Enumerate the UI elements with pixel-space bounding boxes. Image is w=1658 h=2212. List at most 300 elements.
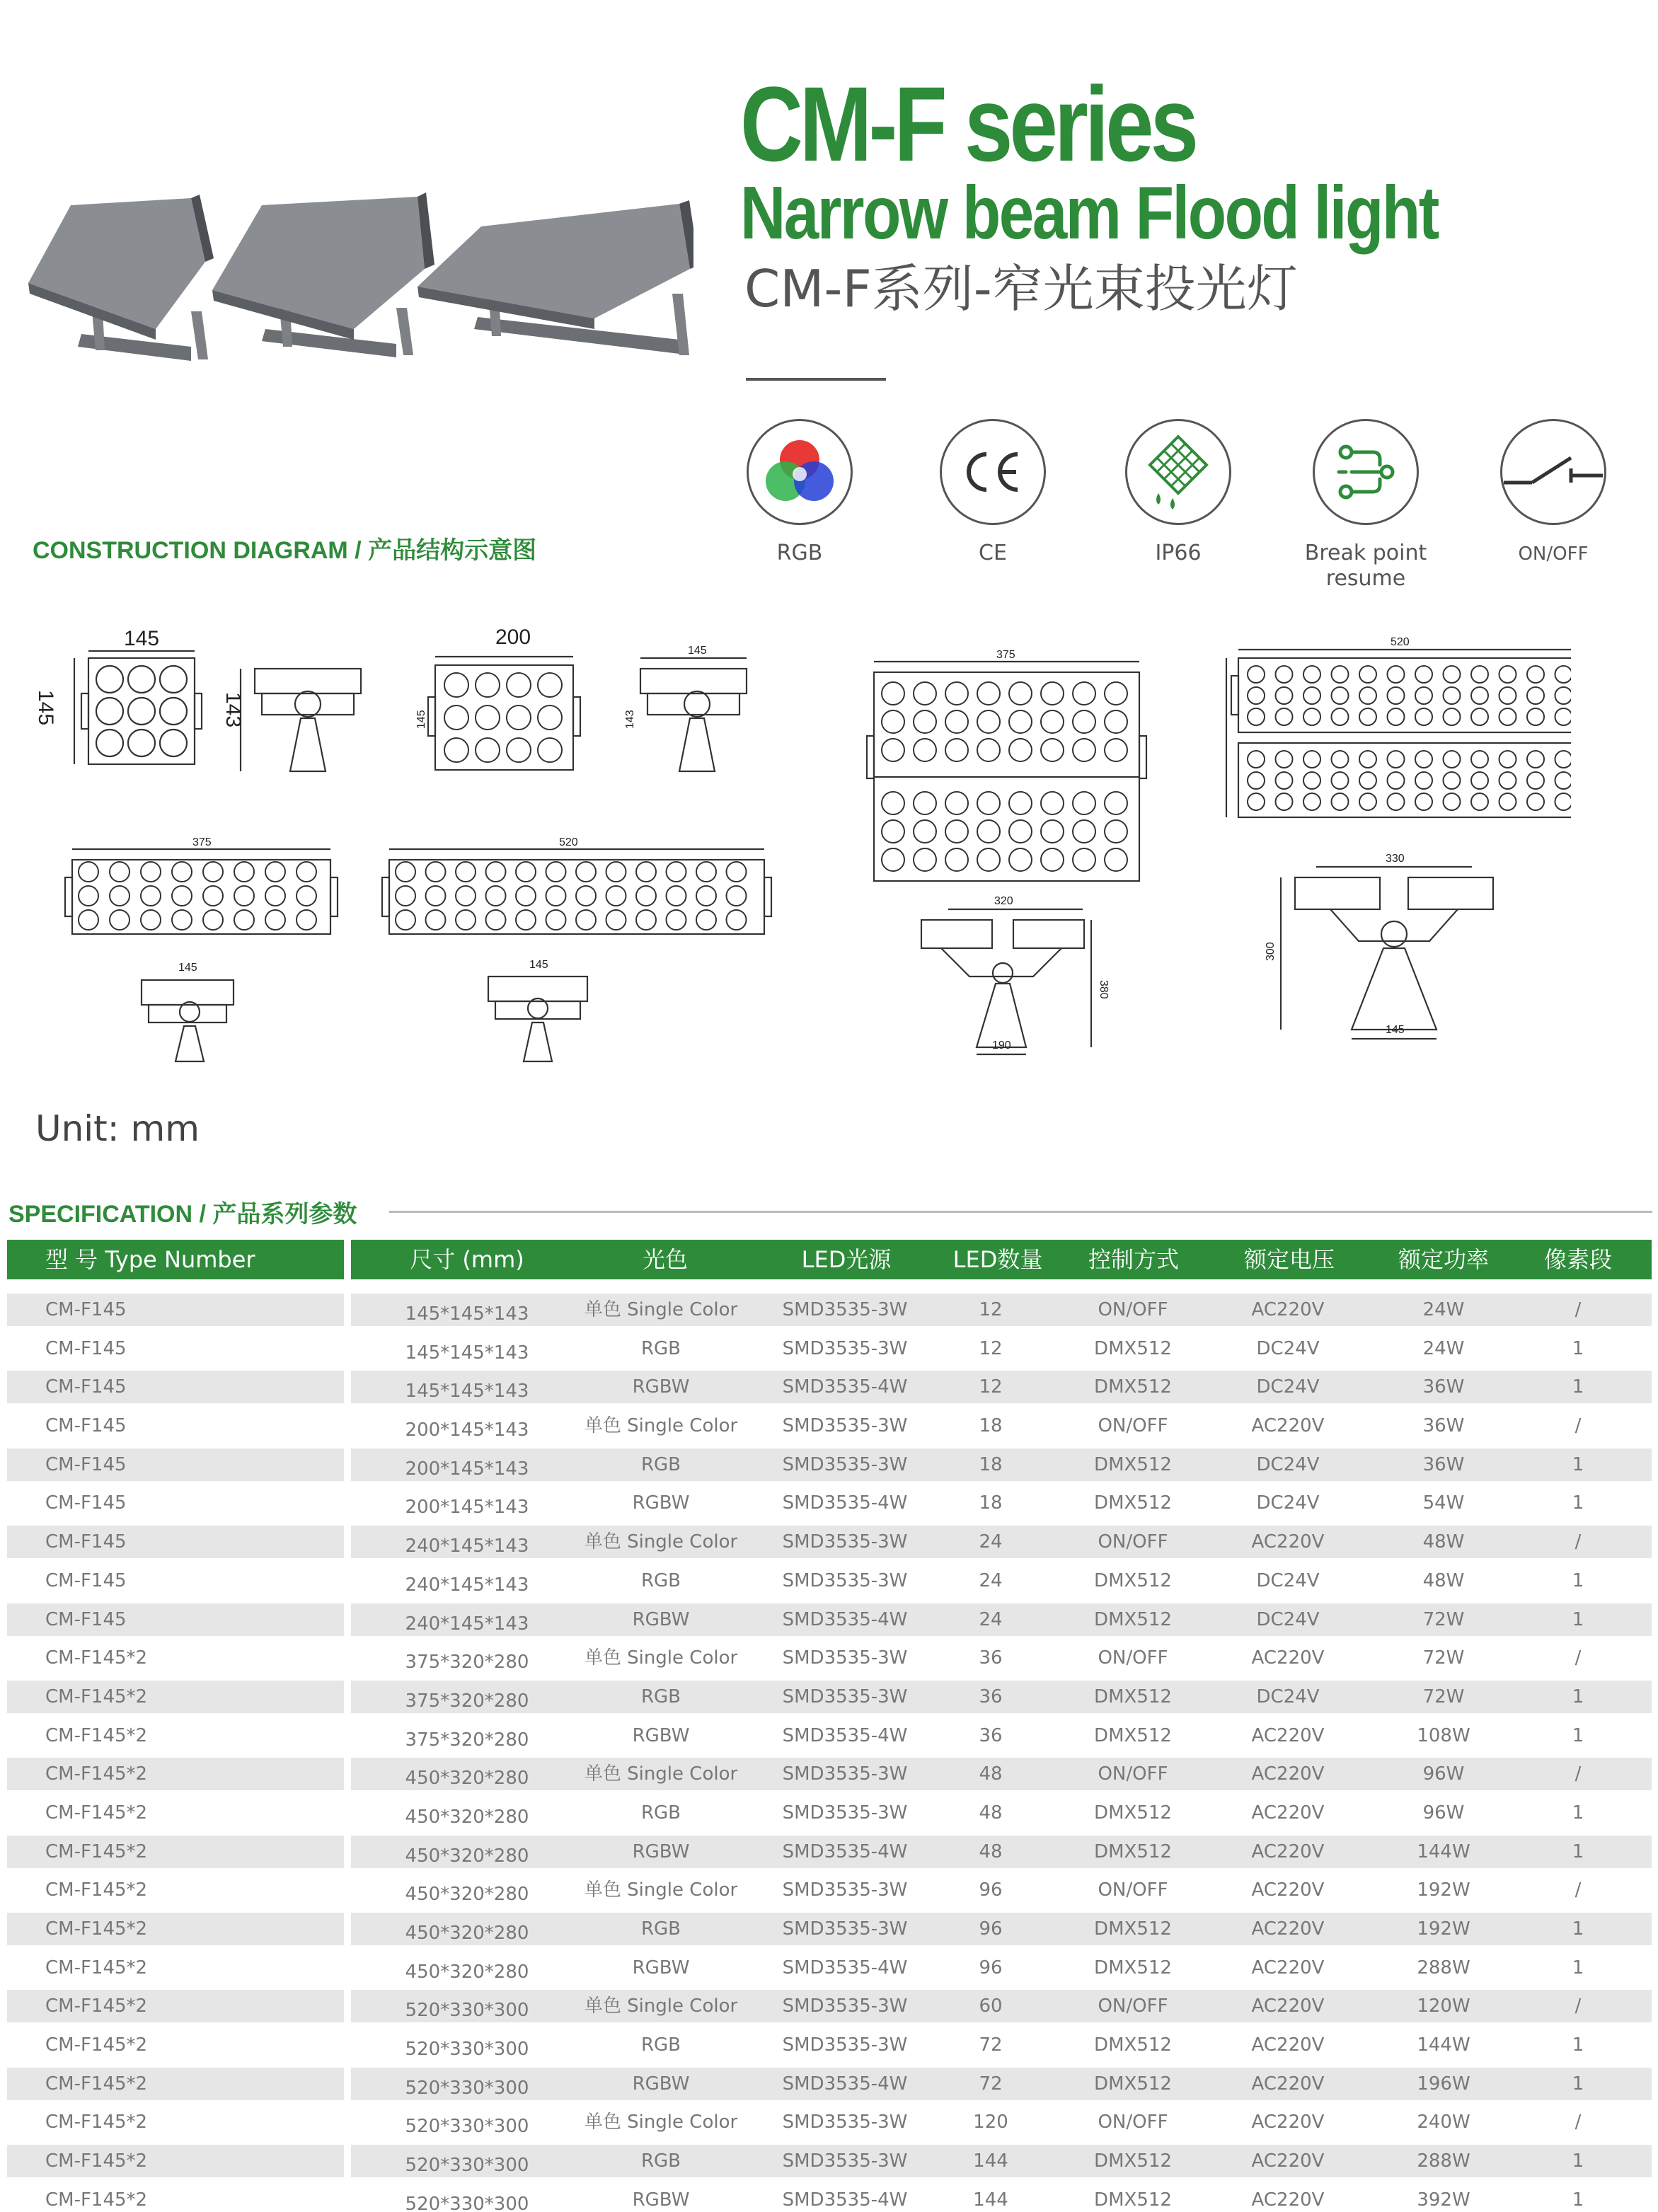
lens [727,886,747,906]
cell-size: 520*330*300 [405,2193,529,2212]
circuit-icon [1313,419,1419,525]
cell-control: ON/OFF [1098,1995,1168,2017]
cell-power: 72W [1422,1647,1465,1669]
lens [576,886,596,906]
cell-pixel: / [1574,1299,1582,1320]
lens [1041,739,1064,761]
lens [234,886,254,906]
cell-color: 单色 Single Color [584,1763,738,1785]
lens [1415,793,1432,810]
lens [1009,792,1032,814]
cell-type: CM-F145*2 [45,1957,148,1978]
lens [606,862,626,882]
table-row [0,1794,1658,1833]
lens [1471,751,1488,768]
lens [1444,772,1461,789]
dim-145-left: 145 [34,690,57,726]
lens [79,910,98,930]
table-row [0,1523,1658,1562]
flood-light-small [28,195,214,361]
cell-size: 520*330*300 [405,2039,529,2061]
cell-voltage: AC220V [1251,1299,1325,1320]
lens [1444,666,1461,683]
lens [141,862,161,882]
lens [1388,687,1405,704]
cell-type: CM-F145 [45,1569,127,1591]
lens [456,910,476,930]
cell-voltage: AC220V [1251,1841,1325,1862]
cell-led-source: SMD3535-3W [782,1918,908,1940]
lens [476,673,500,697]
lens [486,886,506,906]
lens [1303,751,1320,768]
cell-color: RGB [640,1569,681,1591]
lens [1276,751,1293,768]
col-voltage: 额定电压 [1243,1246,1335,1273]
lens [538,738,562,762]
lens [1248,666,1265,683]
cell-voltage: AC220V [1251,2189,1325,2211]
lens [1359,751,1376,768]
cell-power: 120W [1417,1995,1470,2017]
cell-led-count: 36 [979,1724,1003,1746]
lens [636,886,656,906]
cell-led-source: SMD3535-3W [782,1299,908,1320]
cell-led-source: SMD3535-3W [782,2150,908,2172]
cell-size: 450*320*280 [405,1961,529,1983]
lens [444,705,468,730]
lens [234,910,254,930]
unit-label: Unit: mm [35,1108,200,1149]
lens [1388,666,1405,683]
cell-led-source: SMD3535-4W [782,1957,908,1978]
lens [1073,820,1095,843]
lens [882,682,904,705]
cell-led-count: 12 [979,1337,1003,1359]
construction-heading: CONSTRUCTION DIAGRAM / 产品结构示意图 [33,537,537,564]
cell-type: CM-F145 [45,1453,127,1475]
lens [110,910,129,930]
dim-380: 380 [1098,980,1110,999]
cell-color: 单色 Single Color [584,1879,738,1901]
lens [172,886,192,906]
cell-control: ON/OFF [1098,1763,1168,1785]
spec-table [0,1240,1658,2212]
lens [234,862,254,882]
cell-size: 450*320*280 [405,1806,529,1828]
cell-size: 520*330*300 [405,2077,529,2099]
cell-power: 36W [1422,1453,1465,1475]
cell-led-count: 36 [979,1647,1003,1669]
cell-led-source: SMD3535-4W [782,1724,908,1746]
cell-type: CM-F145*2 [45,1647,148,1669]
cell-color: RGBW [632,1608,690,1630]
lens [546,886,566,906]
cell-power: 108W [1417,1724,1470,1746]
dim-145-side200: 145 [688,645,707,657]
cell-pixel: 1 [1572,1686,1584,1707]
table-row [0,2103,1658,2142]
lens [1332,666,1349,683]
lens [507,673,531,697]
cell-size: 240*145*143 [405,1613,529,1635]
cell-pixel: 1 [1572,1957,1584,1978]
lens [696,910,716,930]
cell-control: DMX512 [1094,1841,1172,1862]
cell-size: 240*145*143 [405,1536,529,1557]
cell-size: 145*145*143 [405,1303,529,1325]
dim-300: 300 [1265,942,1277,961]
lens [1415,772,1432,789]
lens [1527,751,1544,768]
cell-led-count: 120 [973,2112,1008,2133]
lens [977,682,1000,705]
spec-table-body [0,1291,1658,2212]
lens [667,886,686,906]
cell-color: 单色 Single Color [584,1531,738,1553]
cell-led-source: SMD3535-3W [782,2034,908,2056]
cell-pixel: 1 [1572,2189,1584,2211]
cell-color: RGB [640,2034,681,2056]
table-row [0,2026,1658,2065]
cell-voltage: AC220V [1251,1879,1325,1901]
lens [110,886,129,906]
cell-size: 145*145*143 [405,1381,529,1402]
lens [914,820,936,843]
lens [1359,793,1376,810]
lens [1105,820,1127,843]
lens [444,673,468,697]
cell-color: 单色 Single Color [584,2112,738,2133]
cell-led-source: SMD3535-3W [782,1415,908,1437]
cell-led-count: 24 [979,1531,1003,1553]
cell-led-source: SMD3535-4W [782,2073,908,2095]
specification-heading: SPECIFICATION / 产品系列参数 [8,1194,369,1229]
lens [1471,708,1488,725]
lens [636,862,656,882]
lens [1009,848,1032,871]
table-row [0,1562,1658,1601]
col-led-count: LED数量 [952,1246,1043,1273]
lens [977,848,1000,871]
lens [1332,708,1349,725]
lens [945,848,968,871]
ip66-droplet-icon [1125,419,1231,525]
lens [945,820,968,843]
cell-power: 196W [1417,2073,1470,2095]
lens [1248,687,1265,704]
dim-375: 375 [192,836,212,848]
cell-type: CM-F145*2 [45,1724,148,1746]
cell-control: ON/OFF [1098,1299,1168,1320]
lens [945,710,968,733]
lens [914,792,936,814]
lens [914,682,936,705]
lens [1415,708,1432,725]
cell-power: 288W [1417,2150,1470,2172]
lens [1009,710,1032,733]
cell-power: 48W [1422,1531,1465,1553]
cell-power: 36W [1422,1376,1465,1398]
title-divider [746,378,886,381]
table-row [0,2181,1658,2212]
lens [696,862,716,882]
lens [576,910,596,930]
cell-pixel: 1 [1572,1492,1584,1514]
col-led-source: LED光源 [801,1246,892,1273]
dim-520: 520 [559,836,578,848]
cell-pixel: 1 [1572,2073,1584,2095]
cell-led-count: 18 [979,1492,1003,1514]
cell-color: RGBW [632,1841,690,1862]
lens [882,848,904,871]
lens [507,705,531,730]
cell-size: 145*145*143 [405,1342,529,1364]
cell-led-source: SMD3535-3W [782,1802,908,1824]
lens [1527,687,1544,704]
lens [1105,710,1127,733]
lens [1471,666,1488,683]
cell-power: 288W [1417,1957,1470,1978]
cell-type: CM-F145 [45,1299,127,1320]
lens [977,792,1000,814]
cell-type: CM-F145 [45,1415,127,1437]
lens [1388,708,1405,725]
cell-led-count: 18 [979,1453,1003,1475]
cell-power: 192W [1417,1918,1470,1940]
lens [1303,708,1320,725]
cell-led-count: 12 [979,1299,1003,1320]
cell-pixel: 1 [1572,2150,1584,2172]
switch-icon [1500,419,1606,525]
cell-voltage: AC220V [1251,1647,1325,1669]
cell-control: DMX512 [1094,1376,1172,1398]
cell-color: RGB [640,1918,681,1940]
table-row [0,1678,1658,1717]
table-row [0,1601,1658,1640]
lens [141,886,161,906]
lens [945,739,968,761]
cell-pixel: 1 [1572,1724,1584,1746]
lens [882,820,904,843]
lens [1332,687,1349,704]
lens [1499,751,1516,768]
cell-led-count: 60 [979,1995,1003,2017]
cell-control: DMX512 [1094,2073,1172,2095]
table-row [0,1910,1658,1949]
cell-led-source: SMD3535-3W [782,1686,908,1707]
dim-145-small: 145 [415,710,427,729]
table-row [0,1871,1658,1910]
lens [476,705,500,730]
dim-190: 190 [992,1039,1011,1052]
lens [1499,772,1516,789]
lens [1499,793,1516,810]
cell-control: DMX512 [1094,2189,1172,2211]
table-row [0,1755,1658,1794]
lens [476,738,500,762]
lens [1444,687,1461,704]
cell-voltage: AC220V [1251,1763,1325,1785]
cell-color: RGBW [632,1724,690,1746]
spec-table-header [0,1240,1658,1279]
cell-control: DMX512 [1094,2034,1172,2056]
lens [396,886,415,906]
lens [203,862,223,882]
cell-led-source: SMD3535-4W [782,1841,908,1862]
cell-size: 450*320*280 [405,1923,529,1944]
cell-voltage: DC24V [1256,1376,1320,1398]
lens [1276,708,1293,725]
lens [1041,710,1064,733]
flood-light-large [418,200,693,355]
lens [977,739,1000,761]
lens [696,886,716,906]
cell-voltage: AC220V [1251,1724,1325,1746]
cell-led-count: 144 [973,2189,1008,2211]
cell-color: RGBW [632,2189,690,2211]
table-row [0,1368,1658,1407]
lens [172,862,192,882]
cell-pixel: / [1574,1995,1582,2017]
cell-pixel: / [1574,2112,1582,2133]
col-type: 型 号 Type Number [45,1246,255,1273]
lens [1471,772,1488,789]
cell-control: DMX512 [1094,1802,1172,1824]
lens [1332,793,1349,810]
lens [1388,772,1405,789]
cell-led-source: SMD3535-3W [782,1453,908,1475]
lens [1444,793,1461,810]
cell-color: RGBW [632,2073,690,2095]
flood-light-medium [212,192,434,357]
cell-pixel: 1 [1572,1337,1584,1359]
lens [1332,772,1349,789]
cell-led-count: 24 [979,1608,1003,1630]
cell-type: CM-F145*2 [45,2034,148,2056]
lens [606,910,626,930]
cell-voltage: AC220V [1251,1918,1325,1940]
table-row [0,1949,1658,1988]
cell-control: DMX512 [1094,1569,1172,1591]
cell-pixel: 1 [1572,1569,1584,1591]
lens [1041,682,1064,705]
feature-rgb-label: RGB [776,541,823,565]
cell-type: CM-F145*2 [45,2150,148,2172]
lens [1303,772,1320,789]
table-row [0,1446,1658,1485]
cell-color: RGB [640,1802,681,1824]
cell-power: 392W [1417,2189,1470,2211]
lens [945,792,968,814]
lens [1041,820,1064,843]
lens [1555,708,1572,725]
cell-voltage: DC24V [1256,1608,1320,1630]
lens [1555,793,1572,810]
construction-diagram [28,609,1571,1076]
lens [1555,772,1572,789]
lens [914,710,936,733]
cell-voltage: AC220V [1251,2112,1325,2133]
feature-ip66-label: IP66 [1155,541,1202,565]
lens [1527,772,1544,789]
cell-voltage: AC220V [1251,2034,1325,2056]
lens [1471,793,1488,810]
cell-led-count: 96 [979,1879,1003,1901]
series-title: CM-F series [740,64,1196,183]
lens [667,862,686,882]
cell-led-source: SMD3535-4W [782,1608,908,1630]
dim-145-r2b: 145 [529,959,548,971]
cell-voltage: AC220V [1251,2073,1325,2095]
lens [507,738,531,762]
lens [914,739,936,761]
cell-led-source: SMD3535-3W [782,1763,908,1785]
lens [576,862,596,882]
cell-pixel: 1 [1572,1918,1584,1940]
cell-led-count: 18 [979,1415,1003,1437]
lens [141,910,161,930]
cell-power: 144W [1417,2034,1470,2056]
lens [1009,739,1032,761]
table-row [0,1833,1658,1872]
cell-led-count: 48 [979,1763,1003,1785]
cell-control: DMX512 [1094,1337,1172,1359]
lens [914,848,936,871]
cell-voltage: AC220V [1251,1957,1325,1978]
cell-type: CM-F145*2 [45,1686,148,1707]
lens [1276,793,1293,810]
lens [1499,708,1516,725]
cell-control: DMX512 [1094,1608,1172,1630]
lens [1276,772,1293,789]
cell-type: CM-F145*2 [45,1802,148,1824]
lens [1105,682,1127,705]
feature-break-point [1284,419,1447,592]
cell-size: 450*320*280 [405,1845,529,1867]
specification-rule [389,1211,1652,1213]
cell-power: 144W [1417,1841,1470,1862]
cell-power: 36W [1422,1415,1465,1437]
lens [1359,687,1376,704]
table-row [0,1291,1658,1330]
cell-voltage: DC24V [1256,1492,1320,1514]
lens [1499,687,1516,704]
cell-led-count: 36 [979,1686,1003,1707]
cell-power: 24W [1422,1337,1465,1359]
lens [396,862,415,882]
cell-power: 192W [1417,1879,1470,1901]
dim-145-r2a: 145 [178,962,197,974]
cell-pixel: 1 [1572,1802,1584,1824]
lens [882,739,904,761]
lens [1073,710,1095,733]
cell-led-source: SMD3535-3W [782,1879,908,1901]
cell-power: 96W [1422,1802,1465,1824]
cell-led-source: SMD3535-3W [782,1569,908,1591]
lens [203,910,223,930]
cell-led-count: 24 [979,1569,1003,1591]
cell-control: ON/OFF [1098,2112,1168,2133]
lens [538,673,562,697]
lens [1073,682,1095,705]
lens [1303,793,1320,810]
cell-led-source: SMD3535-3W [782,1337,908,1359]
lens [79,862,98,882]
ce-mark-icon [940,419,1046,525]
lens [538,705,562,730]
lens [297,910,316,930]
